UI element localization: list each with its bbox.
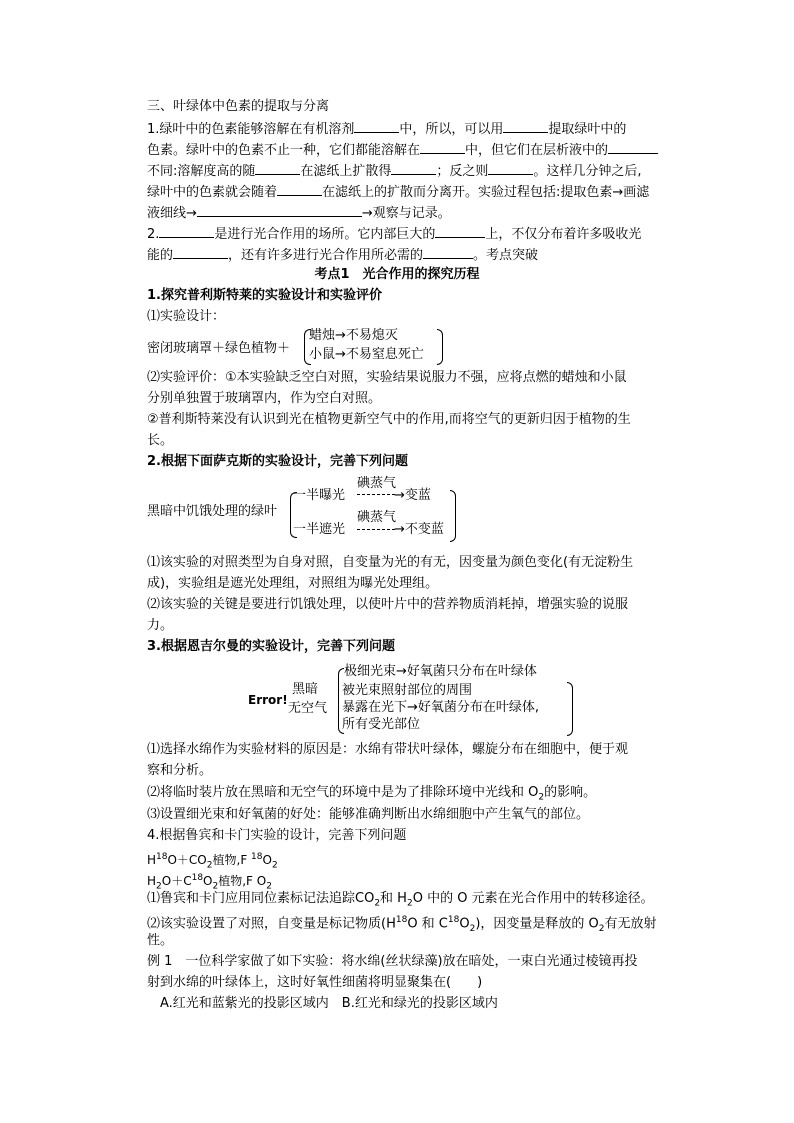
reaction-arrow (357, 494, 395, 495)
paragraph-line: 不同:溶解度高的随 在滤纸上扩散得 ；反之则 。这样几分钟之后, (147, 160, 642, 182)
paragraph-line: 绿叶中的色素就会随着 在滤纸上的扩散而分离开。实验过程包括:提取色素→画滤 (147, 181, 649, 203)
paragraph-line: ⑵该实验的关键是要进行饥饿处理，以使叶片中的营养物质消耗掉，增强实验的说服 (147, 597, 629, 612)
paragraph-line: 分别单独置于玻璃罩内，作为空白对照。 (147, 391, 382, 406)
setup-text: 密闭玻璃罩＋绿色植物＋ (147, 341, 291, 356)
result-text: 被光束照射部位的周围 (342, 683, 473, 698)
design-label: ⑴实验设计： (147, 309, 226, 324)
error-label: Error! (248, 693, 288, 707)
question-title: 3.根据恩吉尔曼的实验设计，完善下列问题 (147, 639, 395, 654)
section-title: 三、叶绿体中色素的提取与分离 (147, 99, 330, 114)
question-title: 4.根据鲁宾和卡门实验的设计，完善下列问题 (147, 828, 407, 843)
example-line: 例 1 一位科学家做了如下实验：将水绵(丝状绿藻)放在暗处，一束白光通过棱镜再投 (147, 954, 638, 969)
question-title: 2.根据下面萨克斯的实验设计，完善下列问题 (147, 454, 408, 469)
reagent-label: 碘蒸气 (357, 510, 397, 525)
branch-result: →变蓝 (394, 488, 431, 503)
option-line: A.红光和蓝紫光的投影区域内 B.红光和绿光的投影区域内 (160, 996, 498, 1011)
paragraph-line: 长。 (147, 433, 174, 448)
example-line: 射到水绵的叶绿体上，这时好氧性细菌将明显聚集在( ) (147, 975, 483, 990)
paragraph-line: 性。 (147, 933, 174, 948)
paragraph-line: 能的 ，还有许多进行光合作用所必需的 。考点突破 (147, 244, 538, 266)
paragraph-line: ⑴鲁宾和卡门应用同位素标记法追踪$CO_2$和 $H_2O$ 中的 O 元素在光合作用中的转移途径。 (147, 891, 654, 909)
reaction-arrow (357, 529, 395, 530)
paragraph-line: 2. 是进行光合作用的场所。它内部巨大的 上，不仅分布着许多吸收光 (147, 223, 641, 245)
diagram-root: 黑暗中饥饿处理的绿叶 (147, 504, 278, 519)
condition-text: 黑暗 (292, 682, 319, 697)
paragraph-line: 成)，实验组是遮光处理组，对照组为曝光处理组。 (147, 576, 439, 591)
equation: $H^{18}O+CO_2$植物,F $^{18}O_2$ (147, 852, 278, 871)
branch-text: 小鼠→不易窒息死亡 (309, 347, 424, 362)
paragraph-line: 力。 (147, 618, 174, 633)
result-text: 极细光束→好氧菌只分布在叶绿体 (344, 664, 537, 679)
paragraph-line: ⑶设置细光束和好氧菌的好处：能够准确判断出水绵细胞中产生氧气的部位。 (147, 807, 590, 822)
question-title: 1.探究普利斯特莱的实验设计和实验评价 (147, 288, 382, 303)
branch-text: 蜡烛→不易熄灭 (309, 328, 398, 343)
paragraph-line: ⑴选择水绵作为实验材料的原因是：水绵有带状叶绿体，螺旋分布在细胞中，便于观 (147, 742, 629, 757)
paragraph-line: ⑵将临时装片放在黑暗和无空气的环境中是为了排除环境中光线和 $O_2$的影响。 (147, 785, 597, 803)
result-text: 所有受光部位 (342, 717, 421, 732)
equation: $H_2O+C^{18}O_2$植物,F $O_2$ (147, 873, 272, 892)
kaodian-title: 考点1 光合作用的探究历程 (314, 267, 480, 282)
paragraph-line: ②普利斯特莱没有认识到光在植物更新空气中的作用,而将空气的更新归因于植物的生 (147, 412, 631, 427)
paragraph-line: ⑴该实验的对照类型为自身对照，自变量为光的有无，因变量为颜色变化(有无淀粉生 (147, 555, 634, 570)
condition-text: 无空气 (288, 701, 328, 716)
paragraph-line: 色素。绿叶中的色素不止一种，它们都能溶解在 中，但它们在层析液中的 (147, 139, 658, 161)
branch-text: 一半曝光 (293, 488, 346, 503)
reagent-label: 碘蒸气 (357, 476, 397, 491)
result-text: 暴露在光下→好氧菌分布在叶绿体, (342, 700, 540, 715)
paragraph-line: ⑵实验评价：①本实验缺乏空白对照，实验结果说服力不强，应将点燃的蜡烛和小鼠 (147, 370, 627, 385)
paragraph-line: 1.绿叶中的色素能够溶解在有机溶剂 中，所以，可以用 提取绿叶中的 (147, 118, 626, 140)
branch-result: →不变蓝 (394, 522, 444, 537)
branch-text: 一半遮光 (293, 522, 346, 537)
right-brace (437, 329, 443, 365)
right-brace (450, 490, 456, 542)
paragraph-line: 察和分析。 (147, 763, 213, 778)
paragraph-line: ⑵该实验设置了对照，自变量是标记物质($H^{18}O$ 和 $C^{18}O_2$)，因变量是释放的 $O_2$有无放射 (147, 915, 657, 934)
right-brace (567, 682, 573, 736)
paragraph-line: 液细线→ →观察与记录。 (147, 202, 451, 224)
